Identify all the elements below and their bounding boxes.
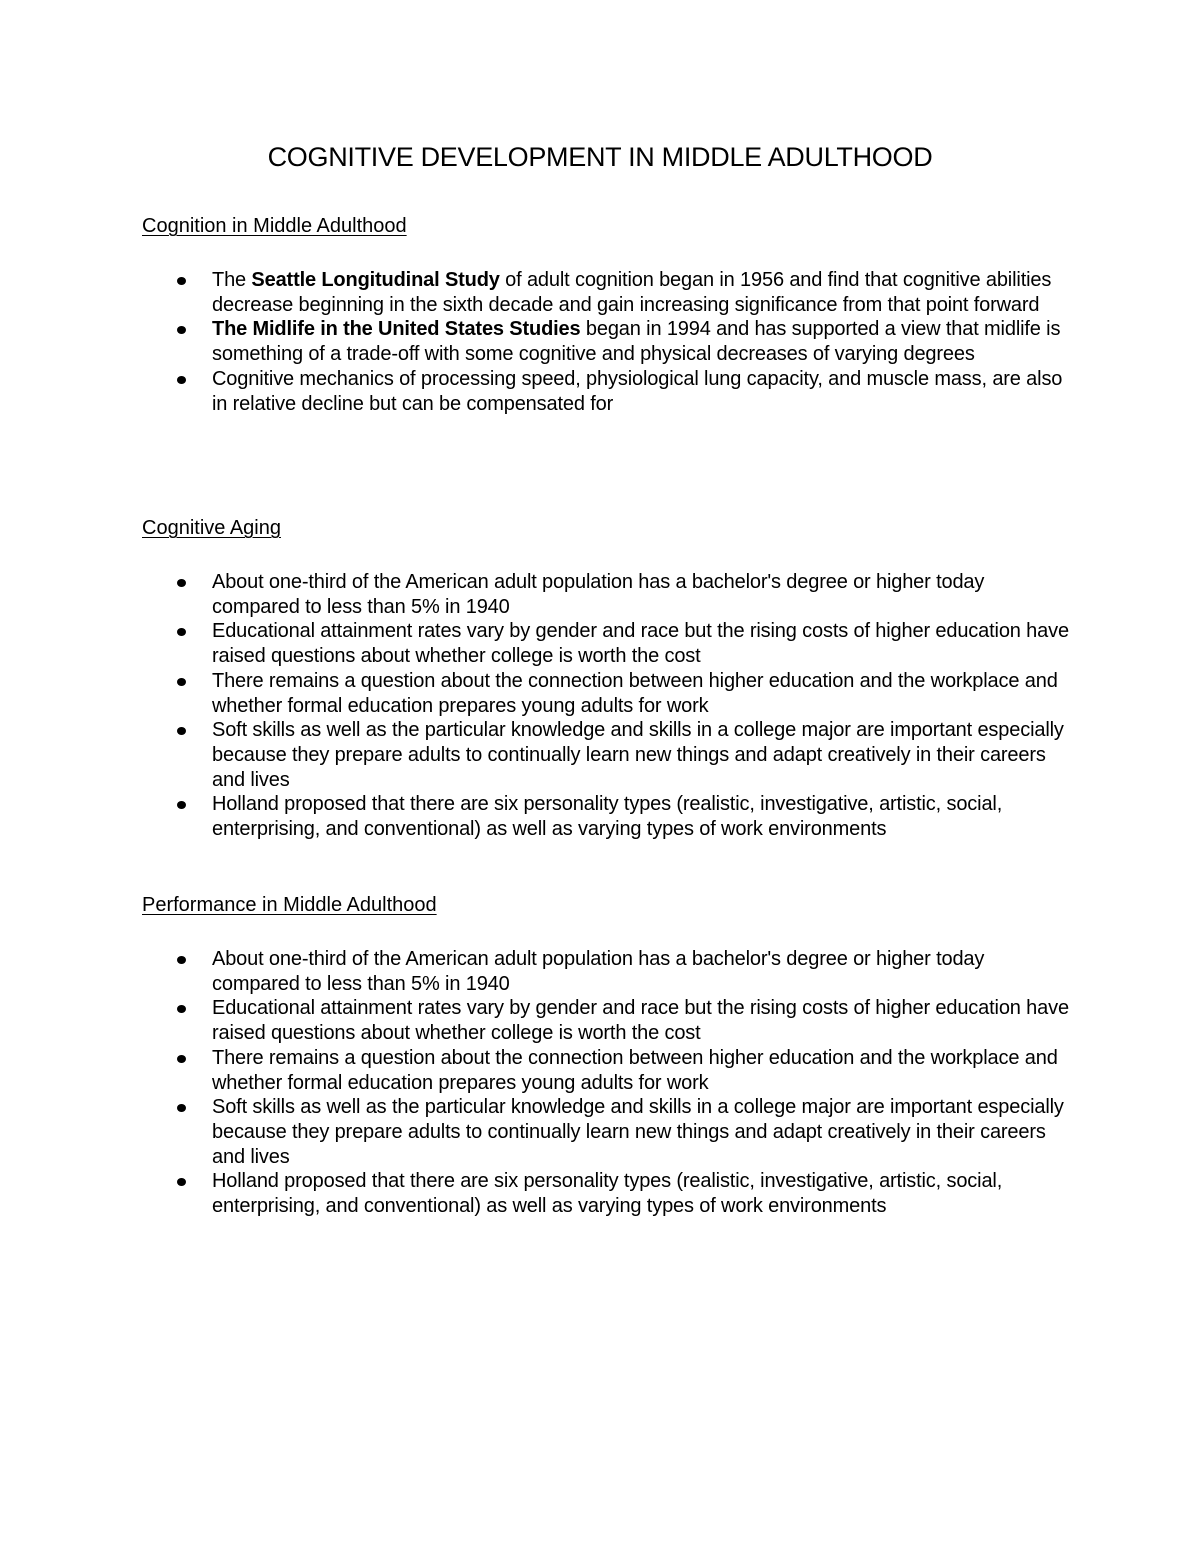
list-item-text [212, 268, 1072, 317]
bold-text-run: The Midlife in the United States Studies [212, 318, 581, 341]
text-run: Educational attainment rates vary by gender and race but the rising costs of higher education have raised questions about whether college is worth the cost [212, 997, 1069, 1045]
bullet-icon [177, 277, 186, 285]
section-heading: Performance in Middle Adulthood [142, 894, 437, 916]
list-item-text [212, 1169, 1072, 1218]
list-item-text [212, 1046, 1072, 1095]
list-item-text [212, 718, 1072, 792]
bullet-icon [177, 1178, 186, 1186]
text-run: of adult cognition began in 1956 and find that cognitive abilities decrease beginning in the sixth decade and gain increasing significance from that point forward [212, 269, 1052, 316]
list-item-text [212, 1095, 1072, 1169]
bullet-list [0, 268, 1200, 416]
list-item [0, 268, 1200, 317]
list-item-text [212, 947, 1072, 996]
bullet-icon [177, 956, 186, 964]
text-run: About one-third of the American adult population has a bachelor's degree or higher today compared to less than 5% in 1940 [212, 948, 985, 995]
list-item [0, 718, 1200, 792]
list-item [0, 570, 1200, 619]
bullet-list [0, 947, 1200, 1219]
list-item [0, 1046, 1200, 1095]
list-item [0, 317, 1200, 366]
list-item [0, 1169, 1200, 1218]
text-run: Soft skills as well as the particular knowledge and skills in a college major are important especially because they prepare adults to continually learn new things and adapt creatively in their careers and lives [212, 719, 1064, 791]
bullet-icon [177, 801, 186, 809]
list-item-text [212, 317, 1072, 366]
list-item-text [212, 367, 1072, 416]
document-title: COGNITIVE DEVELOPMENT IN MIDDLE ADULTHOOD [267, 142, 933, 172]
list-item-text [212, 669, 1072, 718]
text-run: There remains a question about the connection between higher education and the workplace and whether formal education prepares young adults for work [212, 1046, 1058, 1094]
list-item [0, 996, 1200, 1045]
bullet-list [0, 570, 1200, 842]
list-item [0, 1095, 1200, 1169]
list-item-text [212, 619, 1072, 668]
bullet-icon [177, 1055, 186, 1063]
bullet-icon [177, 579, 186, 587]
text-run: The [212, 269, 252, 291]
list-item [0, 792, 1200, 841]
list-item [0, 669, 1200, 718]
bullet-icon [177, 628, 186, 636]
list-item [0, 367, 1200, 416]
bullet-icon [177, 727, 186, 735]
text-run: began in 1994 and has supported a view that midlife is something of a trade-off with some cognitive and physical decreases of varying degrees [212, 318, 1061, 366]
text-run: There remains a question about the connection between higher education and the workplace and whether formal education prepares young adults for work [212, 669, 1058, 717]
bullet-icon [177, 1005, 186, 1013]
bold-text-run: Seattle Longitudinal Study [251, 269, 500, 291]
list-item-text [212, 996, 1072, 1045]
text-run: Holland proposed that there are six personality types (realistic, investigative, artistic, social, enterprising, and conventional) as well as varying types of work environments [212, 793, 1003, 841]
text-run: Soft skills as well as the particular knowledge and skills in a college major are important especially because they prepare adults to continually learn new things and adapt creatively in their careers and lives [212, 1096, 1064, 1168]
bullet-icon [177, 678, 186, 686]
text-run: Holland proposed that there are six personality types (realistic, investigative, artistic, social, enterprising, and conventional) as well as varying types of work environments [212, 1170, 1003, 1218]
list-item-text [212, 570, 1072, 619]
bullet-icon [177, 376, 186, 384]
list-item [0, 947, 1200, 996]
list-item-text [212, 792, 1072, 841]
bullet-icon [177, 1104, 186, 1112]
text-run: About one-third of the American adult population has a bachelor's degree or higher today compared to less than 5% in 1940 [212, 571, 985, 618]
section-heading: Cognitive Aging [142, 517, 281, 539]
text-run: Cognitive mechanics of processing speed, physiological lung capacity, and muscle mass, are also in relative decline but can be compensated for [212, 367, 1063, 415]
text-run: Educational attainment rates vary by gender and race but the rising costs of higher education have raised questions about whether college is worth the cost [212, 620, 1069, 668]
bullet-icon [177, 326, 186, 334]
section-heading: Cognition in Middle Adulthood [142, 215, 407, 237]
list-item [0, 619, 1200, 668]
